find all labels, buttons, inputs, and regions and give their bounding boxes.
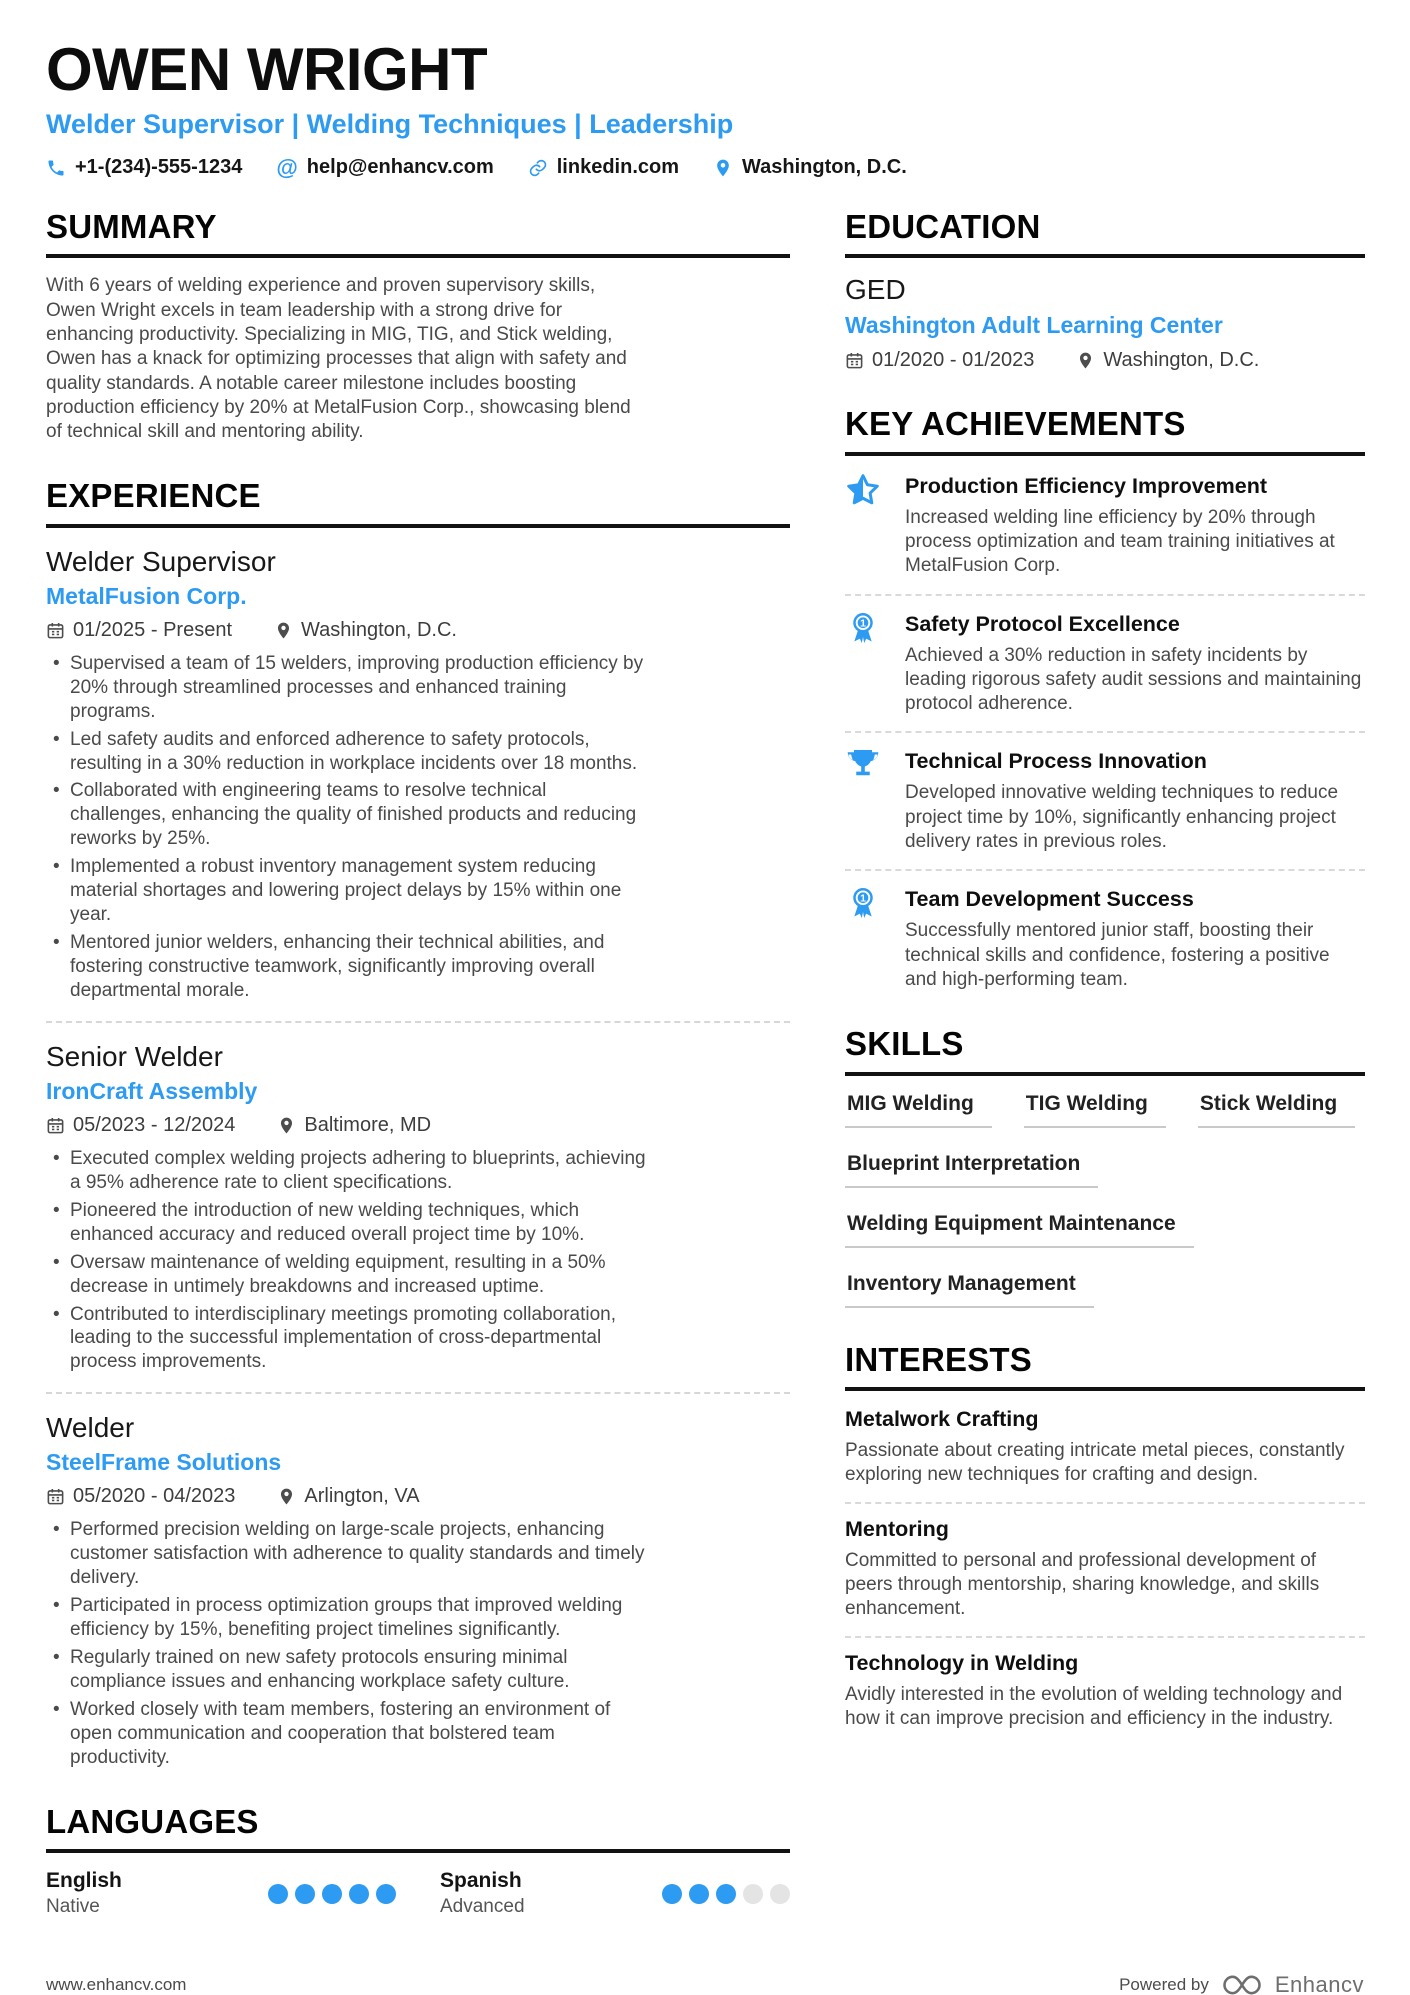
medal-icon bbox=[845, 610, 889, 717]
contact-location bbox=[713, 156, 907, 179]
skill-item: Inventory Management bbox=[845, 1272, 1094, 1308]
rating-dot-filled bbox=[689, 1884, 709, 1904]
summary-text: With 6 years of welding experience and proven supervisory skills, Owen Wright excels in team leadership with a strong drive for enhancing productivity. Specializing in MIG, TIG, and Stick welding, Owen has a knack for optimizing processes that align with safety and quality standards. A notable career milestone includes boosting production efficiency by 20% at MetalFusion Corp., showcasing blend of technical skill and mentoring ability. bbox=[46, 275, 631, 443]
website-url: linkedin.com bbox=[556, 156, 679, 178]
bullet-item: • Supervised a team of 15 welders, improving production efficiency by 20% through streamlined processes and enhanced training programs. bbox=[46, 652, 646, 724]
skills-heading: SKILLS bbox=[845, 1026, 1365, 1075]
interest-divider bbox=[845, 1502, 1365, 1504]
education-heading: EDUCATION bbox=[845, 209, 1365, 258]
link-icon bbox=[528, 158, 548, 178]
language-level: Advanced bbox=[440, 1896, 525, 1918]
summary-section bbox=[46, 209, 790, 444]
skill-item: Stick Welding bbox=[1198, 1092, 1355, 1128]
job-meta bbox=[46, 1485, 790, 1508]
job-location: Arlington, VA bbox=[277, 1485, 419, 1508]
interest-title: Mentoring bbox=[845, 1516, 949, 1541]
languages-heading: LANGUAGES bbox=[46, 1804, 790, 1853]
education-location: Washington, D.C. bbox=[1076, 349, 1259, 372]
bullet-item: • Implemented a robust inventory management system reducing material shortages and lowering project delays by 15% within one year. bbox=[46, 855, 646, 927]
bullet-item: • Pioneered the introduction of new welding techniques, which enhanced accuracy and reduced overall project time by 10%. bbox=[46, 1199, 646, 1247]
interest-item bbox=[845, 1407, 1365, 1488]
experience-entry bbox=[46, 1410, 790, 1769]
achievement-title: Safety Protocol Excellence bbox=[905, 611, 1180, 636]
bullet-item: • Led safety audits and enforced adherence to safety protocols, resulting in a 30% reduction in workplace incidents over 18 months. bbox=[46, 728, 646, 776]
language-name: English bbox=[46, 1869, 122, 1893]
bullet-item: • Participated in process optimization groups that improved welding efficiency by 15%, benefiting project timelines significantly. bbox=[46, 1594, 646, 1642]
entry-divider bbox=[46, 1021, 790, 1023]
at-icon: @ bbox=[276, 154, 298, 180]
location-text: Washington, D.C. bbox=[742, 156, 907, 178]
skills-list bbox=[845, 1092, 1365, 1308]
job-location: Washington, D.C. bbox=[274, 619, 457, 642]
rating-dot-filled bbox=[716, 1884, 736, 1904]
achievement-title: Technical Process Innovation bbox=[905, 749, 1207, 774]
job-location: Baltimore, MD bbox=[277, 1114, 431, 1137]
education-section bbox=[845, 209, 1365, 372]
job-dates: 05/2023 - 12/2024 bbox=[46, 1114, 235, 1137]
job-bullets bbox=[46, 652, 646, 1003]
interest-item bbox=[845, 1651, 1365, 1732]
left-column bbox=[46, 209, 790, 1952]
achievement-title: Production Efficiency Improvement bbox=[905, 473, 1267, 498]
pin-icon bbox=[277, 1487, 296, 1506]
right-column bbox=[845, 209, 1365, 1952]
footer-branding bbox=[1119, 1972, 1364, 1995]
footer bbox=[46, 1952, 1364, 1995]
interest-text: Committed to personal and professional development of peers through mentorship, sharing knowledge, and skills enhancement. bbox=[845, 1549, 1320, 1620]
job-dates: 05/2020 - 04/2023 bbox=[46, 1485, 235, 1508]
svg-text:1: 1 bbox=[860, 892, 866, 905]
achievement-text: Developed innovative welding techniques to reduce project time by 10%, significantly enhancing project delivery rates in previous roles. bbox=[905, 782, 1339, 853]
languages-list bbox=[46, 1869, 790, 1918]
job-title: Welder Supervisor bbox=[46, 545, 276, 577]
achievement-item bbox=[845, 747, 1365, 854]
rating-dot-filled bbox=[322, 1884, 342, 1904]
enhancv-logo-icon bbox=[1221, 1972, 1263, 1995]
company-name: IronCraft Assembly bbox=[46, 1077, 258, 1104]
achievement-item bbox=[845, 610, 1365, 717]
experience-entry bbox=[46, 1039, 790, 1374]
skill-item: Welding Equipment Maintenance bbox=[845, 1212, 1194, 1248]
interest-item bbox=[845, 1517, 1365, 1622]
phone-number: +1-(234)-555-1234 bbox=[75, 156, 243, 178]
contact-website[interactable] bbox=[528, 156, 679, 179]
rating-dot-filled bbox=[295, 1884, 315, 1904]
bullet-item: • Mentored junior welders, enhancing their technical abilities, and fostering constructive teamwork, significantly improving overall departmental morale. bbox=[46, 931, 646, 1003]
pin-icon bbox=[277, 1116, 296, 1135]
company-name: MetalFusion Corp. bbox=[46, 582, 247, 609]
achievement-title: Team Development Success bbox=[905, 887, 1194, 912]
job-title: Senior Welder bbox=[46, 1040, 223, 1072]
language-rating bbox=[268, 1884, 396, 1904]
interest-text: Avidly interested in the evolution of welding technology and how it can improve precision and efficiency in the industry. bbox=[845, 1683, 1343, 1729]
bullet-item: • Oversaw maintenance of welding equipment, resulting in a 50% decrease in untimely breakdowns and increased uptime. bbox=[46, 1251, 646, 1299]
powered-by-label: Powered by bbox=[1119, 1975, 1209, 1995]
bullet-item: • Regularly trained on new safety protocols ensuring minimal compliance issues and enhancing workplace safety culture. bbox=[46, 1646, 646, 1694]
contact-phone[interactable] bbox=[46, 156, 242, 179]
language-item bbox=[440, 1869, 790, 1918]
achievement-text: Achieved a 30% reduction in safety incidents by leading rigorous safety audit sessions and maintaining protocol adherence. bbox=[905, 644, 1362, 715]
job-bullets bbox=[46, 1147, 646, 1374]
achievement-divider bbox=[845, 869, 1365, 871]
calendar-icon bbox=[845, 351, 864, 370]
pin-icon bbox=[1076, 351, 1095, 370]
education-meta bbox=[845, 349, 1365, 372]
rating-dot-filled bbox=[349, 1884, 369, 1904]
rating-dot-filled bbox=[268, 1884, 288, 1904]
interests-heading: INTERESTS bbox=[845, 1342, 1365, 1391]
skill-item: MIG Welding bbox=[845, 1092, 992, 1128]
brand-name: Enhancv bbox=[1274, 1972, 1364, 1995]
skill-item: Blueprint Interpretation bbox=[845, 1152, 1098, 1188]
bullet-item: • Executed complex welding projects adhering to blueprints, achieving a 95% adherence rate to client specifications. bbox=[46, 1147, 646, 1195]
interest-text: Passionate about creating intricate metal pieces, constantly exploring new techniques for crafting and design. bbox=[845, 1439, 1345, 1486]
interests-section bbox=[845, 1342, 1365, 1731]
job-meta bbox=[46, 619, 790, 642]
half-star-icon bbox=[845, 472, 889, 579]
rating-dot-empty bbox=[743, 1884, 763, 1904]
job-dates: 01/2025 - Present bbox=[46, 619, 232, 642]
interest-title: Metalwork Crafting bbox=[845, 1406, 1039, 1431]
interest-divider bbox=[845, 1636, 1365, 1638]
rating-dot-filled bbox=[376, 1884, 396, 1904]
rating-dot-filled bbox=[662, 1884, 682, 1904]
experience-section bbox=[46, 478, 790, 1769]
experience-heading: EXPERIENCE bbox=[46, 478, 790, 527]
languages-section bbox=[46, 1804, 790, 1918]
achievement-item bbox=[845, 472, 1365, 579]
calendar-icon bbox=[46, 1487, 65, 1506]
achievement-divider bbox=[845, 731, 1365, 733]
pin-icon bbox=[274, 621, 293, 640]
achievement-text: Increased welding line efficiency by 20% through process optimization and team training initiatives at MetalFusion Corp. bbox=[905, 506, 1335, 577]
job-meta bbox=[46, 1114, 790, 1137]
bullet-item: • Contributed to interdisciplinary meetings promoting collaboration, leading to the successful implementation of cross-departmental process improvements. bbox=[46, 1303, 646, 1375]
bullet-item: • Performed precision welding on large-scale projects, enhancing customer satisfaction with adherence to quality standards and timely delivery. bbox=[46, 1518, 646, 1590]
language-level: Native bbox=[46, 1896, 100, 1918]
contact-bar bbox=[46, 156, 1364, 179]
job-title: Welder bbox=[46, 1412, 135, 1444]
summary-heading: SUMMARY bbox=[46, 209, 790, 258]
svg-text:1: 1 bbox=[860, 617, 866, 630]
achievement-text: Successfully mentored junior staff, boosting their technical skills and confidence, fostering a positive and high-performing team. bbox=[905, 920, 1330, 991]
location-icon bbox=[713, 158, 733, 178]
contact-email[interactable] bbox=[276, 156, 493, 179]
achievement-divider bbox=[845, 594, 1365, 596]
achievements-heading: KEY ACHIEVEMENTS bbox=[845, 406, 1365, 455]
skills-section bbox=[845, 1026, 1365, 1307]
content-columns bbox=[46, 209, 1364, 1952]
header bbox=[46, 38, 1364, 179]
education-dates: 01/2020 - 01/2023 bbox=[845, 349, 1034, 372]
phone-icon bbox=[46, 158, 66, 178]
headline: Welder Supervisor | Welding Techniques | Leadership bbox=[46, 109, 734, 139]
language-item bbox=[46, 1869, 396, 1918]
person-name: OWEN WRIGHT bbox=[46, 36, 488, 103]
job-bullets bbox=[46, 1518, 646, 1769]
entry-divider bbox=[46, 1392, 790, 1394]
bullet-item: • Worked closely with team members, fostering an environment of open communication and cooperation that bolstered team productivity. bbox=[46, 1698, 646, 1770]
trophy-icon bbox=[845, 747, 889, 854]
school-name: Washington Adult Learning Center bbox=[845, 312, 1223, 339]
experience-entry bbox=[46, 544, 790, 1003]
language-name: Spanish bbox=[440, 1869, 522, 1893]
interest-title: Technology in Welding bbox=[845, 1650, 1079, 1675]
email-address: help@enhancv.com bbox=[306, 156, 494, 178]
company-name: SteelFrame Solutions bbox=[46, 1449, 282, 1476]
bullet-item: • Collaborated with engineering teams to resolve technical challenges, enhancing the quality of finished products and reducing reworks by 25%. bbox=[46, 779, 646, 851]
medal-icon bbox=[845, 885, 889, 992]
skill-item: TIG Welding bbox=[1024, 1092, 1166, 1128]
calendar-icon bbox=[46, 621, 65, 640]
footer-website[interactable]: www.enhancv.com bbox=[46, 1975, 187, 1995]
language-rating bbox=[662, 1884, 790, 1904]
calendar-icon bbox=[46, 1116, 65, 1135]
degree-name: GED bbox=[845, 274, 906, 306]
rating-dot-empty bbox=[770, 1884, 790, 1904]
achievement-item bbox=[845, 885, 1365, 992]
achievements-section bbox=[845, 406, 1365, 992]
